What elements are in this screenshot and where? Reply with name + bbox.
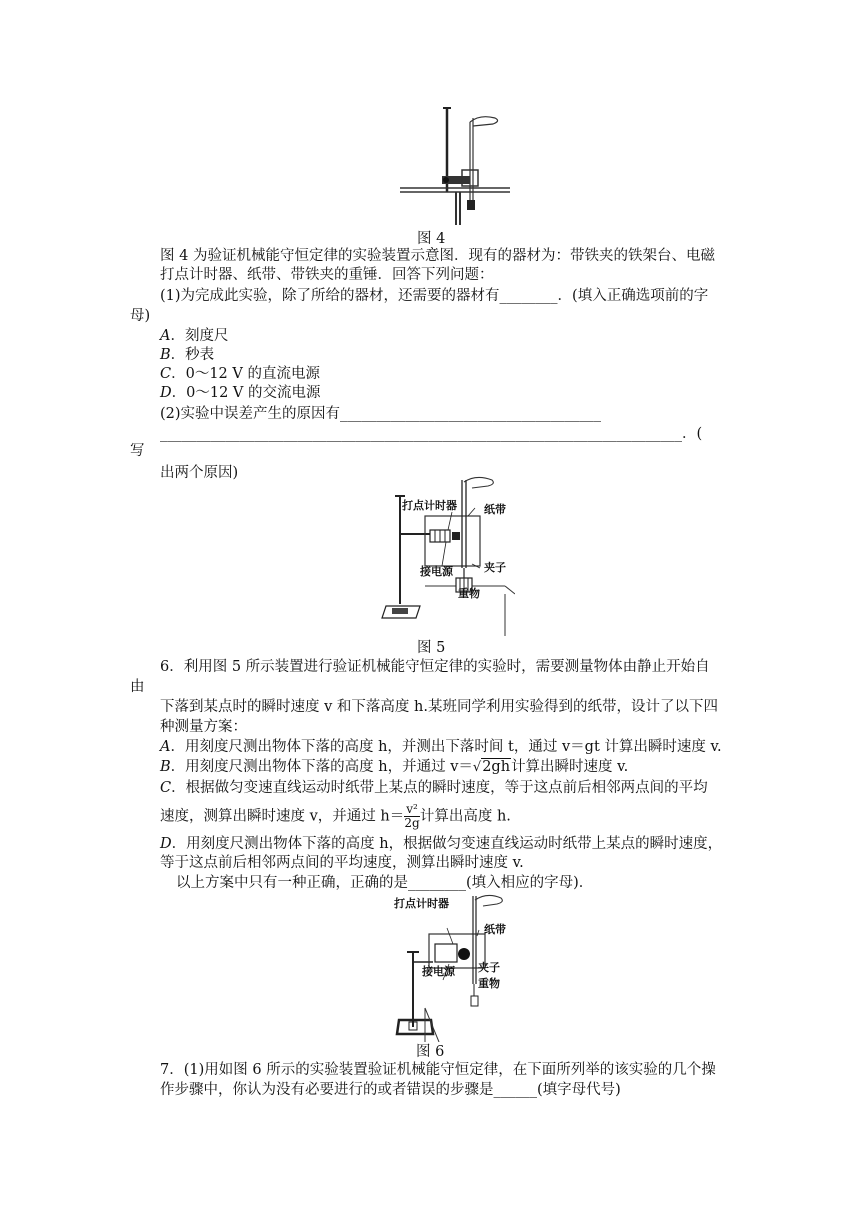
q6-option-d-line-1: D．用刻度尺测出物体下落的高度 h，根据做匀变速直线运动时纸带上某点的瞬时速度， bbox=[160, 836, 723, 852]
q6-option-b: B．用刻度尺测出物体下落的高度 h，并通过 v＝√2gh计算出瞬时速度 v. bbox=[160, 759, 629, 775]
q5-sub1-line-1: (1)为完成此实验，除了所给的器材，还需要的器材有________．(填入正确选项前的字 bbox=[160, 288, 709, 304]
q6-option-c-line-2: 速度，测算出瞬时速度 v，并通过 h＝ $\frac{\text{v²}}{2g}$ 计算出高度 h. bbox=[160, 802, 511, 830]
q6-option-c-line-1: C．根据做匀变速直线运动时纸带上某点的瞬时速度，等于这点前后相邻两点间的平均 bbox=[160, 780, 708, 796]
figure-6-label-weight: 重物 bbox=[478, 977, 500, 990]
figure-5-label-tape: 纸带 bbox=[484, 503, 506, 516]
figure-5-label-power: 接电源 bbox=[420, 565, 453, 578]
figure-6-caption: 图 6 bbox=[416, 1044, 445, 1060]
figure-5-caption: 图 5 bbox=[417, 640, 446, 656]
q5-option-b: B．秒表 bbox=[160, 347, 215, 363]
q6-option-a: A．用刻度尺测出物体下落的高度 h，并测出下落时间 t，通过 v＝gt 计算出瞬时速度 v. bbox=[160, 739, 722, 755]
figure-6-label-timer: 打点计时器 bbox=[394, 897, 449, 910]
q6-option-d-line-2: 等于这点前后相邻两点间的平均速度，测算出瞬时速度 v. bbox=[160, 855, 524, 871]
figure-6-label-power: 接电源 bbox=[422, 965, 455, 978]
figure-5-label-weight: 重物 bbox=[458, 587, 480, 600]
q6-line-1b: 由 bbox=[130, 679, 145, 695]
q7-line-1: 7．(1)用如图 6 所示的实验装置验证机械能守恒定律，在下面所列举的该实验的几个操 bbox=[160, 1062, 716, 1078]
q5-sub2-line-2: ________________________________________________________________________．( bbox=[160, 426, 703, 442]
figure-4-diagram bbox=[400, 100, 510, 230]
q6-answer-line: 以上方案中只有一种正确，正确的是________(填入相应的字母)． bbox=[176, 875, 594, 891]
figure-5-label-clip: 夹子 bbox=[484, 561, 506, 574]
q6-line-1: 6．利用图 5 所示装置进行验证机械能守恒定律的实验时，需要测量物体由静止开始自 bbox=[160, 659, 710, 675]
q5-sub1-line-2: 母) bbox=[130, 308, 151, 324]
figure-5-label-timer: 打点计时器 bbox=[402, 499, 457, 512]
q5-option-d: D．0～12 V 的交流电源 bbox=[160, 385, 321, 401]
q5-option-a: A．刻度尺 bbox=[160, 328, 229, 344]
q5-sub2-line-4: 出两个原因) bbox=[160, 465, 239, 481]
figure-6-label-clip: 夹子 bbox=[478, 961, 500, 974]
q7-line-2: 作步骤中，你认为没有必要进行的或者错误的步骤是______(填字母代号) bbox=[160, 1082, 621, 1098]
q6-line-3: 种测量方案： bbox=[160, 719, 247, 735]
figure-6-label-tape: 纸带 bbox=[484, 923, 506, 936]
q5-intro-line-2: 打点计时器、纸带、带铁夹的重锤．回答下列问题： bbox=[160, 267, 494, 283]
q6-line-2: 下落到某点时的瞬时速度 v 和下落高度 h.某班同学利用实验得到的纸带，设计了以下四 bbox=[160, 699, 718, 715]
q5-sub2-line-3: 写 bbox=[130, 443, 145, 459]
q5-intro-line-1: 图 4 为验证机械能守恒定律的实验装置示意图．现有的器材为：带铁夹的铁架台、电磁 bbox=[160, 248, 715, 264]
q5-sub2-line-1: (2)实验中误差产生的原因有____________________________________ bbox=[160, 406, 602, 422]
figure-4-caption: 图 4 bbox=[417, 231, 446, 247]
q5-option-c: C．0～12 V 的直流电源 bbox=[160, 366, 320, 382]
